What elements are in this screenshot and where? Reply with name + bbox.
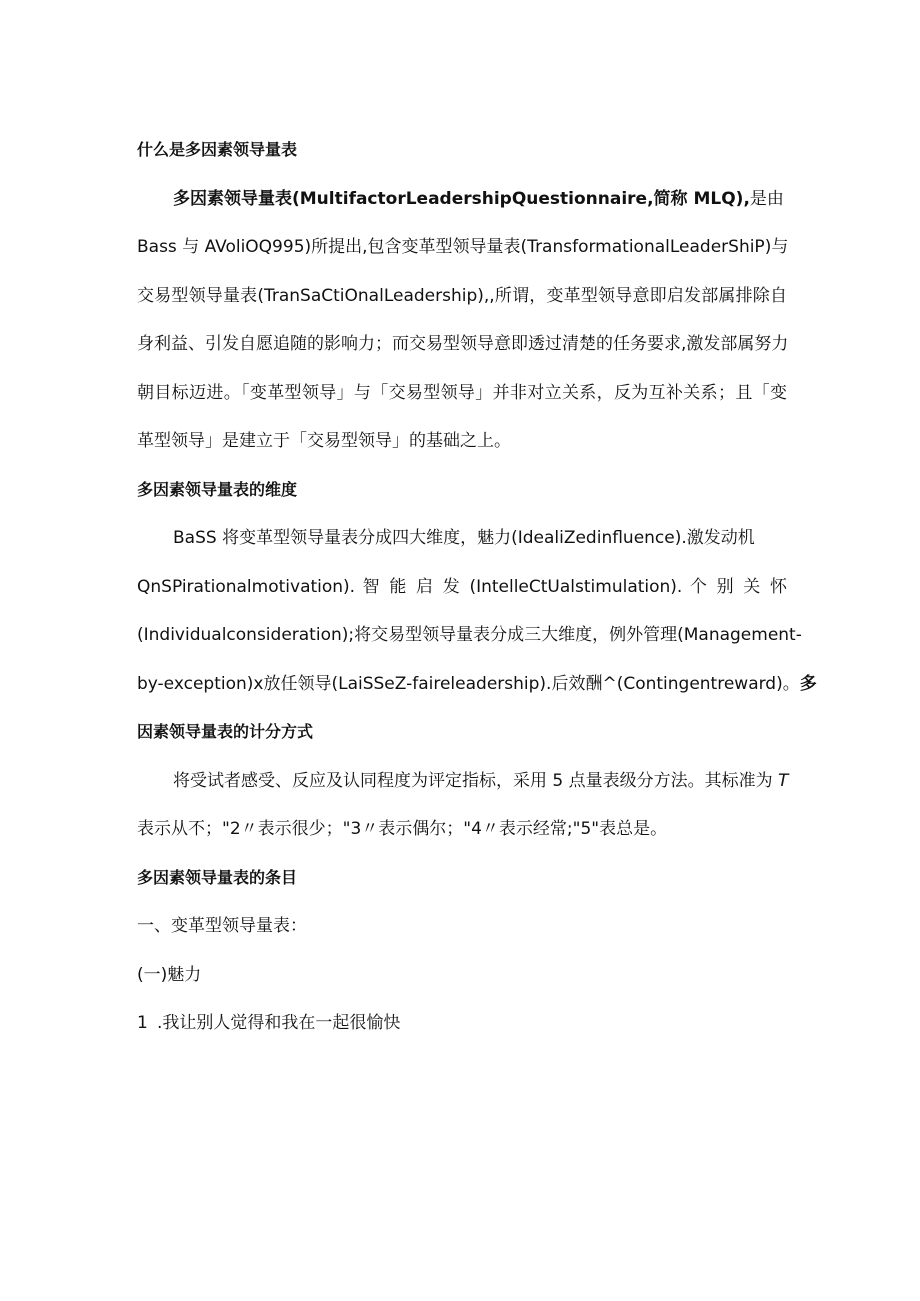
heading-items: 多因素领导量表的条目 <box>137 867 298 887</box>
para2-line4-text: by-exception)x放任领导(LaiSSeZ-faireleadership).后效酬^(Contingentreward)。 <box>137 673 800 694</box>
para3-line1-italic: T <box>778 770 789 791</box>
para1-line1-bold: 多因素领导量表(MultifactorLeadershipQuestionnaire,简称 MLQ), <box>173 188 750 209</box>
para1-line4: 身利益、引发自愿追随的影响力；而交易型领导意即透过清楚的任务要求,激发部属努力 <box>137 334 789 354</box>
para1-line1-rest: 是由 <box>749 188 784 209</box>
para3-line2: 表示从不；"2〃表示很少；"3〃表示偶尔；"4〃表示经常;"5"表总是。 <box>137 819 668 839</box>
subsection-charisma: (一)魅力 <box>137 964 202 985</box>
heading-scoring: 因素领导量表的计分方式 <box>137 722 314 741</box>
para3-line1 <box>137 757 787 806</box>
para2-line2: QnSPirationalmotivation). 智 能 启 发 (IntelleCtUalstimulation). 个 别 关 怀 <box>137 576 787 597</box>
para1-line1 <box>137 175 787 224</box>
heading-dimensions: 多因素领导量表的维度 <box>137 479 298 499</box>
para1-line5: 朝目标迈进。「变革型领导」与「交易型领导」并非对立关系，反为互补关系；且「变 <box>137 382 787 403</box>
para2-line1: BaSS 将变革型领导量表分成四大维度，魅力(IdealiZedinfluence).激发动机 <box>173 528 755 548</box>
para3-line1-text: 将受试者感受、反应及认同程度为评定指标，采用 5 点量表级分方法。其标准为 <box>173 770 779 791</box>
heading-what-is-mlq: 什么是多因素领导量表 <box>137 140 298 159</box>
para1-line3: 交易型领导量表(TranSaCtiOnalLeadership),,所谓，变革型领导意即启发部属排除自 <box>137 285 787 306</box>
para2-line3: (Individualconsideration);将交易型领导量表分成三大维度，例外管理(Management- <box>137 625 802 645</box>
item-1-text: .我让别人觉得和我在一起很愉快 <box>157 1013 401 1033</box>
para1-line6: 革型领导」是建立于「交易型领导」的基础之上。 <box>137 431 511 451</box>
section-transformational: 一、变革型领导量表： <box>137 916 307 936</box>
item-1 <box>137 999 787 1048</box>
para2-line4 <box>137 660 817 709</box>
document-page <box>137 126 817 1048</box>
para2-line4-bold: 多 <box>799 673 817 694</box>
para1-line2: Bass 与 AVoliOQ995)所提出,包含变革型领导量表(TransformationalLeaderShiP)与 <box>137 237 789 257</box>
item-1-number: 1 <box>137 1013 148 1033</box>
